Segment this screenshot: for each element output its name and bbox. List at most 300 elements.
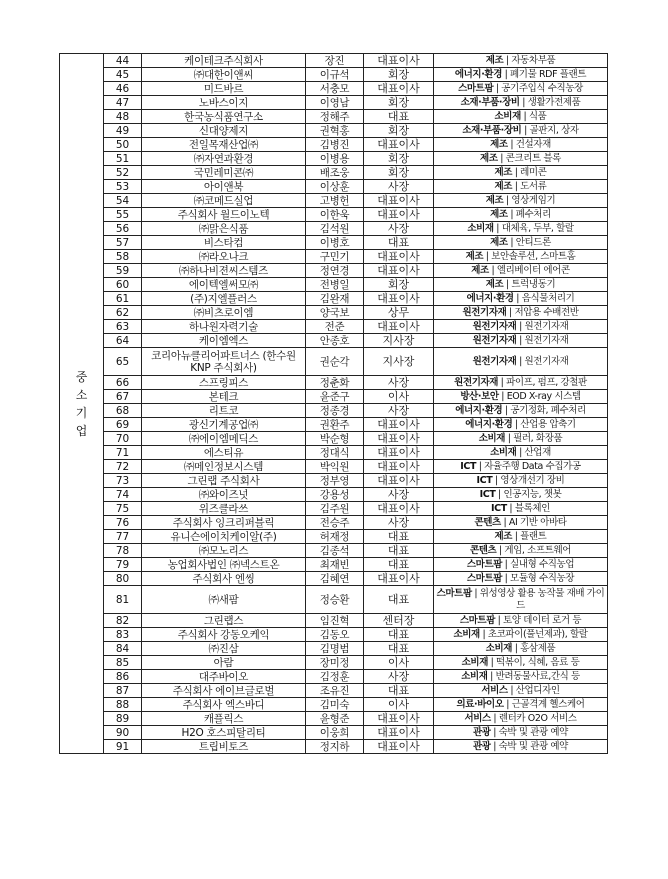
sector-product: [434, 334, 608, 348]
sector-label: 에너지·환경: [455, 404, 503, 416]
table-row: [60, 124, 608, 138]
sector-product: [434, 82, 608, 96]
representative-title: 이사: [364, 390, 434, 404]
separator: |: [512, 180, 521, 192]
representative-name: 권순각: [306, 348, 364, 376]
row-number: 79: [104, 558, 142, 572]
product-label: 파이프, 펌프, 강철판: [506, 376, 587, 388]
company-name: 하나원자력기술: [142, 320, 306, 334]
table-row: [60, 264, 608, 278]
sector-product: [434, 264, 608, 278]
table-row: [60, 180, 608, 194]
row-number: 87: [104, 684, 142, 698]
representative-title: 회장: [364, 124, 434, 138]
representative-title: 사장: [364, 180, 434, 194]
sector-product: [434, 376, 608, 390]
company-name: 주식회사 강동오케익: [142, 628, 306, 642]
sector-label: 소비재: [494, 110, 521, 122]
company-name: 본테크: [142, 390, 306, 404]
sector-label: 제조: [490, 138, 508, 150]
representative-name: 이웅희: [306, 726, 364, 740]
company-name: ㈜와이즈넛: [142, 488, 306, 502]
representative-name: 서충모: [306, 82, 364, 96]
product-label: 떡볶이, 식혜, 음료 등: [496, 656, 580, 668]
product-label: 공기주입식 수직농장: [501, 82, 583, 94]
sector-product: [434, 642, 608, 656]
representative-title: 대표: [364, 642, 434, 656]
company-name: 한국농식품연구소: [142, 110, 306, 124]
sector-label: 서비스: [481, 684, 508, 696]
table-row: [60, 110, 608, 124]
separator: |: [512, 166, 521, 178]
sector-label: 소비재: [461, 670, 488, 682]
sector-label: 제조: [494, 530, 513, 542]
representative-name: 구민기: [306, 250, 364, 264]
company-list-table: [59, 53, 608, 754]
table-row: [60, 278, 608, 292]
separator: |: [493, 82, 502, 94]
company-name: ㈜새팜: [142, 586, 306, 614]
separator: |: [503, 278, 512, 290]
row-number: 80: [104, 572, 142, 586]
sector-label: 제조: [485, 194, 504, 206]
sector-label: ICT: [460, 460, 477, 472]
table-row: [60, 320, 608, 334]
sector-product: [434, 488, 608, 502]
separator: |: [503, 698, 512, 710]
table-row: [60, 306, 608, 320]
sector-product: [434, 502, 608, 516]
table-row: [60, 376, 608, 390]
representative-title: 대표이사: [364, 446, 434, 460]
representative-name: 윤형준: [306, 712, 364, 726]
representative-title: 대표: [364, 586, 434, 614]
sector-label: 원전기자재: [472, 320, 517, 332]
product-label: 폐기물 RDF 플랜트: [510, 68, 587, 80]
table-row: [60, 516, 608, 530]
representative-title: 대표이사: [364, 250, 434, 264]
row-number: 55: [104, 208, 142, 222]
product-label: 근골격계 헬스케어: [511, 698, 585, 710]
product-label: 대체육, 두부, 할랄: [501, 222, 574, 234]
row-number: 45: [104, 68, 142, 82]
representative-name: 정지하: [306, 740, 364, 754]
table-row: [60, 460, 608, 474]
row-number: 91: [104, 740, 142, 754]
representative-title: 대표: [364, 236, 434, 250]
representative-name: 권환주: [306, 418, 364, 432]
company-name: 위즈클라쓰: [142, 502, 306, 516]
sector-product: [434, 390, 608, 404]
separator: |: [494, 614, 504, 626]
table-row: [60, 558, 608, 572]
company-name: 그린랩 주식회사: [142, 474, 306, 488]
representative-title: 대표: [364, 544, 434, 558]
product-label: 원전기자재: [524, 320, 569, 332]
company-name: (주)지엘플러스: [142, 292, 306, 306]
row-number: 72: [104, 460, 142, 474]
representative-title: 상무: [364, 306, 434, 320]
representative-title: 대표이사: [364, 740, 434, 754]
representative-title: 센터장: [364, 614, 434, 628]
row-number: 76: [104, 516, 142, 530]
representative-title: 사장: [364, 670, 434, 684]
table-row: [60, 222, 608, 236]
company-name: ㈜메인정보시스템: [142, 460, 306, 474]
sector-product: [434, 194, 608, 208]
product-label: 공기정화, 폐수처리: [510, 404, 586, 416]
table-row: [60, 712, 608, 726]
representative-name: 정해주: [306, 110, 364, 124]
separator: |: [488, 264, 497, 276]
row-number: 84: [104, 642, 142, 656]
separator: |: [502, 558, 511, 570]
representative-title: 대표이사: [364, 138, 434, 152]
sector-product: [434, 670, 608, 684]
row-number: 66: [104, 376, 142, 390]
product-label: 숙박 및 관광 예약: [498, 740, 568, 752]
sector-label: 스마트팜: [466, 558, 502, 570]
representative-name: 이영남: [306, 96, 364, 110]
representative-name: 고병헌: [306, 194, 364, 208]
table-row: [60, 138, 608, 152]
representative-title: 이사: [364, 698, 434, 712]
sector-product: [434, 68, 608, 82]
representative-title: 대표이사: [364, 82, 434, 96]
separator: |: [516, 320, 525, 332]
separator: |: [521, 124, 530, 136]
separator: |: [502, 572, 511, 584]
separator: |: [506, 306, 515, 318]
product-label: 위성영상 활용 농작물 재배 가이드: [479, 587, 605, 611]
table-row: [60, 502, 608, 516]
representative-name: 장미정: [306, 656, 364, 670]
representative-name: 김미숙: [306, 698, 364, 712]
row-number: 77: [104, 530, 142, 544]
representative-name: 김석원: [306, 222, 364, 236]
product-label: 생활가전제품: [527, 96, 581, 108]
sector-label: 에너지·환경: [465, 418, 513, 430]
separator: |: [516, 355, 525, 367]
row-number: 81: [104, 586, 142, 614]
company-name: 그린랩스: [142, 614, 306, 628]
representative-name: 정부영: [306, 474, 364, 488]
company-name: ㈜코메드실업: [142, 194, 306, 208]
table-row: [60, 166, 608, 180]
sector-product: [434, 558, 608, 572]
product-label: 도서류: [520, 180, 547, 192]
company-name: 주식회사 엔씽: [142, 572, 306, 586]
product-label: 실내형 수직농업: [510, 558, 575, 570]
category-label: 중소기업: [75, 369, 88, 438]
product-label: 모듈형 수직농장: [510, 572, 575, 584]
sector-product: [434, 586, 608, 614]
representative-title: 회장: [364, 152, 434, 166]
separator: |: [516, 334, 525, 346]
company-name: 전일목재산업㈜: [142, 138, 306, 152]
representative-title: 회장: [364, 68, 434, 82]
sector-product: [434, 726, 608, 740]
separator: |: [487, 670, 496, 682]
sector-product: [434, 166, 608, 180]
product-label: 원전기자재: [524, 334, 569, 346]
sector-label: 제조: [465, 250, 484, 262]
row-number: 60: [104, 278, 142, 292]
representative-name: 김주원: [306, 502, 364, 516]
separator: |: [520, 110, 529, 122]
sector-product: [434, 320, 608, 334]
row-number: 67: [104, 390, 142, 404]
representative-name: 조유진: [306, 684, 364, 698]
separator: |: [479, 628, 488, 640]
row-number: 75: [104, 502, 142, 516]
company-name: 케이테크주식회사: [142, 54, 306, 68]
sector-label: ICT: [476, 474, 493, 486]
representative-title: 이사: [364, 656, 434, 670]
representative-name: 임진혁: [306, 614, 364, 628]
representative-name: 윤준구: [306, 390, 364, 404]
separator: |: [498, 376, 507, 388]
sector-label: 스마트팜: [466, 572, 502, 584]
separator: |: [501, 68, 511, 80]
representative-name: 전준: [306, 320, 364, 334]
sector-label: 원전기자재: [454, 376, 499, 388]
table-row: [60, 418, 608, 432]
representative-title: 대표: [364, 110, 434, 124]
sector-product: [434, 124, 608, 138]
product-label: 게임, 소프트웨어: [504, 544, 572, 556]
company-name: 케이엠엑스: [142, 334, 306, 348]
sector-label: 스마트팜: [458, 82, 494, 94]
separator: |: [507, 236, 516, 248]
representative-name: 김혜연: [306, 572, 364, 586]
table-row: [60, 572, 608, 586]
representative-name: 양국보: [306, 306, 364, 320]
product-label: 토양 데이터 로거 등: [503, 614, 582, 626]
row-number: 78: [104, 544, 142, 558]
representative-name: 정춘화: [306, 376, 364, 390]
row-number: 56: [104, 222, 142, 236]
product-label: 산업재: [524, 446, 551, 458]
table-row: [60, 642, 608, 656]
representative-title: 회장: [364, 166, 434, 180]
representative-name: 박익원: [306, 460, 364, 474]
representative-title: 회장: [364, 96, 434, 110]
company-name: ㈜에이엠메딕스: [142, 432, 306, 446]
representative-name: 이규석: [306, 68, 364, 82]
representative-name: 정종경: [306, 404, 364, 418]
company-name: 코리아뉴클리어파트너스 (한수원 KNP 주식회사): [142, 348, 306, 376]
company-name: 아이앤북: [142, 180, 306, 194]
representative-name: 김정훈: [306, 670, 364, 684]
sector-product: [434, 348, 608, 376]
row-number: 50: [104, 138, 142, 152]
company-name: 에이텍엘써모㈜: [142, 278, 306, 292]
company-name: ㈜비츠로이엠: [142, 306, 306, 320]
company-name: 농업회사법인 ㈜넥스트온: [142, 558, 306, 572]
table-row: [60, 404, 608, 418]
representative-name: 허재정: [306, 530, 364, 544]
row-number: 88: [104, 698, 142, 712]
sector-label: 제조: [494, 166, 513, 178]
table-row: [60, 96, 608, 110]
representative-name: 이한욱: [306, 208, 364, 222]
sector-label: 소비재: [478, 432, 506, 444]
representative-title: 대표이사: [364, 264, 434, 278]
company-name: ㈜모노리스: [142, 544, 306, 558]
separator: |: [490, 712, 499, 724]
representative-name: 이병용: [306, 152, 364, 166]
table-row: [60, 194, 608, 208]
separator: |: [476, 460, 485, 472]
row-number: 44: [104, 54, 142, 68]
row-number: 64: [104, 334, 142, 348]
sector-product: [434, 208, 608, 222]
table-row: [60, 586, 608, 614]
product-label: 초코파이(풀넌제과), 할랄: [487, 628, 588, 640]
row-number: 68: [104, 404, 142, 418]
sector-label: ICT: [479, 488, 496, 500]
company-name: 리트코: [142, 404, 306, 418]
sector-product: [434, 628, 608, 642]
sector-product: [434, 474, 608, 488]
representative-name: 김명범: [306, 642, 364, 656]
table-row: [60, 740, 608, 754]
sector-label: 의료·바이오: [456, 698, 504, 710]
product-label: 콘크리트 블록: [505, 152, 561, 164]
representative-title: 대표이사: [364, 712, 434, 726]
table-row: [60, 544, 608, 558]
sector-label: 콘텐츠: [474, 516, 501, 528]
sector-label: 제조: [490, 236, 508, 248]
representative-name: 배조웅: [306, 166, 364, 180]
sector-product: [434, 96, 608, 110]
sector-label: 콘텐츠: [469, 544, 497, 556]
company-name: 에스티유: [142, 446, 306, 460]
separator: |: [496, 544, 505, 556]
table-row: [60, 446, 608, 460]
table-row: [60, 348, 608, 376]
table-row: [60, 530, 608, 544]
separator: |: [471, 587, 480, 599]
representative-title: 사장: [364, 222, 434, 236]
separator: |: [498, 390, 507, 402]
product-label: 식품: [528, 110, 547, 122]
separator: |: [490, 740, 499, 752]
company-name: 광신기계공업㈜: [142, 418, 306, 432]
separator: |: [513, 292, 522, 304]
representative-name: 이상훈: [306, 180, 364, 194]
representative-title: 대표이사: [364, 572, 434, 586]
company-name: 국민레미콘㈜: [142, 166, 306, 180]
product-label: EOD X-ray 시스템: [506, 390, 581, 402]
sector-product: [434, 446, 608, 460]
sector-label: 제조: [471, 264, 489, 276]
row-number: 74: [104, 488, 142, 502]
representative-title: 사장: [364, 404, 434, 418]
sector-product: [434, 432, 608, 446]
table-row: [60, 684, 608, 698]
sector-product: [434, 292, 608, 306]
sector-product: [434, 110, 608, 124]
representative-name: 정연경: [306, 264, 364, 278]
row-number: 63: [104, 320, 142, 334]
representative-name: 정대식: [306, 446, 364, 460]
company-name: ㈜라오나크: [142, 250, 306, 264]
representative-title: 대표이사: [364, 418, 434, 432]
representative-title: 대표: [364, 530, 434, 544]
company-name: 주식회사 엑스바디: [142, 698, 306, 712]
product-label: 트럭냉동기: [511, 278, 556, 290]
product-label: 플랜트: [520, 530, 547, 542]
row-number: 53: [104, 180, 142, 194]
row-number: 85: [104, 656, 142, 670]
sector-label: 제조: [494, 180, 513, 192]
product-label: 보안솔루션, 스마트홈: [491, 250, 576, 262]
sector-product: [434, 404, 608, 418]
row-number: 62: [104, 306, 142, 320]
table-row: [60, 474, 608, 488]
sector-label: 원전기자재: [462, 306, 507, 318]
product-label: 자율주행 Data 수집가공: [484, 460, 581, 472]
company-name: 대주바이오: [142, 670, 306, 684]
separator: |: [512, 642, 521, 654]
representative-title: 사장: [364, 516, 434, 530]
sector-product: [434, 138, 608, 152]
representative-title: 지사장: [364, 334, 434, 348]
row-number: 65: [104, 348, 142, 376]
company-name: 주식회사 월드이노텍: [142, 208, 306, 222]
sector-label: 소비재: [467, 222, 494, 234]
separator: |: [492, 474, 501, 486]
sector-label: 서비스: [464, 712, 491, 724]
table-row: [60, 54, 608, 68]
table-row: [60, 432, 608, 446]
product-label: 골판지, 상자: [529, 124, 579, 136]
product-label: 엘리베이터 에어콘: [496, 264, 570, 276]
sector-product: [434, 278, 608, 292]
sector-product: [434, 418, 608, 432]
sector-label: 소비재: [453, 628, 480, 640]
representative-title: 대표: [364, 558, 434, 572]
sector-label: 에너지·환경: [454, 68, 502, 80]
representative-title: 대표이사: [364, 194, 434, 208]
product-label: 산업용 압축기: [520, 418, 576, 430]
sector-label: 스마트팜: [436, 587, 472, 599]
row-number: 47: [104, 96, 142, 110]
product-label: 저압용 수배전반: [514, 306, 579, 318]
row-number: 82: [104, 614, 142, 628]
representative-name: 김종석: [306, 544, 364, 558]
separator: |: [497, 152, 506, 164]
table-row: [60, 614, 608, 628]
separator: |: [483, 250, 492, 262]
product-label: AI 기반 아바타: [508, 516, 567, 528]
sector-label: 제조: [485, 54, 504, 66]
row-number: 46: [104, 82, 142, 96]
separator: |: [500, 516, 509, 528]
table-row: [60, 390, 608, 404]
separator: |: [519, 96, 528, 108]
product-label: 필러, 화장품: [513, 432, 563, 444]
company-name: 스프링피스: [142, 376, 306, 390]
representative-title: 사장: [364, 376, 434, 390]
sector-label: 원전기자재: [472, 355, 517, 367]
representative-name: 장진: [306, 54, 364, 68]
product-label: 음식물처리기: [521, 292, 575, 304]
company-name: 캐플릭스: [142, 712, 306, 726]
table-row: [60, 488, 608, 502]
